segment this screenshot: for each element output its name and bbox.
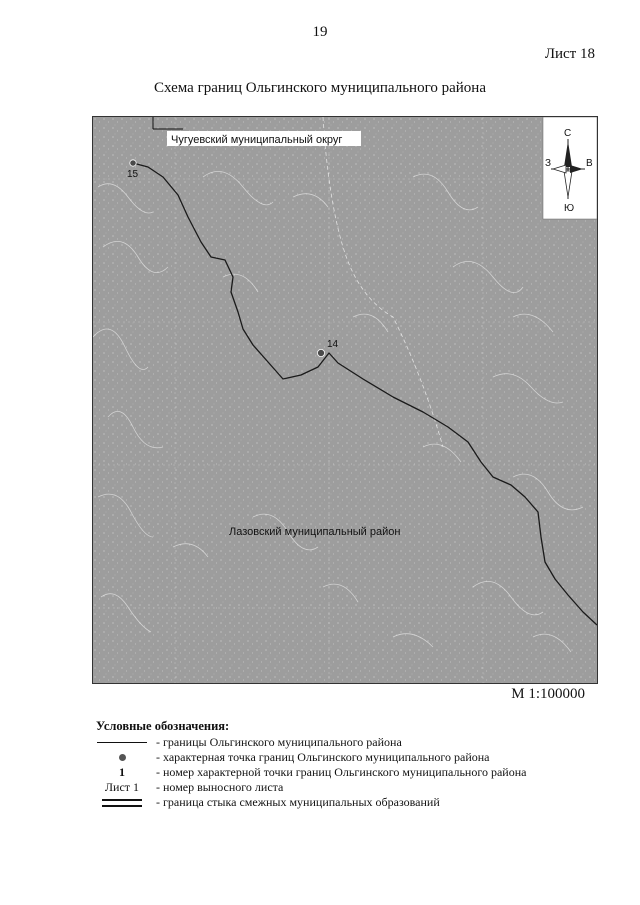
legend-title: Условные обозначения: (96, 719, 230, 733)
legend-item-text: - характерная точка границ Ольгинского муниципального района (156, 750, 490, 764)
number-symbol: 1 (119, 765, 125, 779)
double-line-symbol-icon (96, 795, 148, 810)
legend-item-text: - номер выносного листа (156, 780, 284, 794)
page-number: 19 (312, 24, 328, 40)
legend-item-point-number (96, 765, 596, 780)
sheet-symbol: Лист 1 (104, 780, 140, 794)
boundary-point-14-label: 14 (327, 339, 339, 350)
legend-item-text: - граница стыка смежных муниципальных образований (156, 795, 440, 809)
legend (96, 719, 596, 810)
compass-rose-icon (543, 117, 597, 219)
dot-symbol-icon (96, 750, 148, 765)
legend-item-text: - границы Ольгинского муниципального района (156, 735, 402, 749)
region-label-south: Лазовский муниципальный район (229, 526, 401, 538)
scale-label: М 1:100000 (511, 686, 585, 702)
legend-item-boundary (96, 735, 596, 750)
legend-item-text: - номер характерной точки границ Ольгинского муниципального района (156, 765, 527, 779)
document-title: Схема границ Ольгинского муниципального района (154, 80, 486, 96)
map-background (93, 117, 597, 683)
compass-north-label: С (564, 128, 572, 139)
compass-east-label: В (586, 158, 593, 169)
legend-item-junction (96, 795, 596, 810)
compass-west-label: З (545, 158, 552, 169)
compass-south-label: Ю (564, 203, 575, 214)
topographic-map (93, 117, 597, 683)
region-label-north: Чугуевский муниципальный округ (171, 134, 343, 146)
sheet-label: Лист 18 (544, 46, 595, 62)
thin-line-symbol-icon (96, 735, 148, 750)
boundary-point-15-label: 15 (127, 169, 139, 180)
legend-item-sheet-number (96, 780, 596, 795)
boundary-point-15 (130, 160, 136, 166)
map-frame (92, 116, 598, 684)
legend-item-point (96, 750, 596, 765)
boundary-point-14 (317, 349, 324, 356)
